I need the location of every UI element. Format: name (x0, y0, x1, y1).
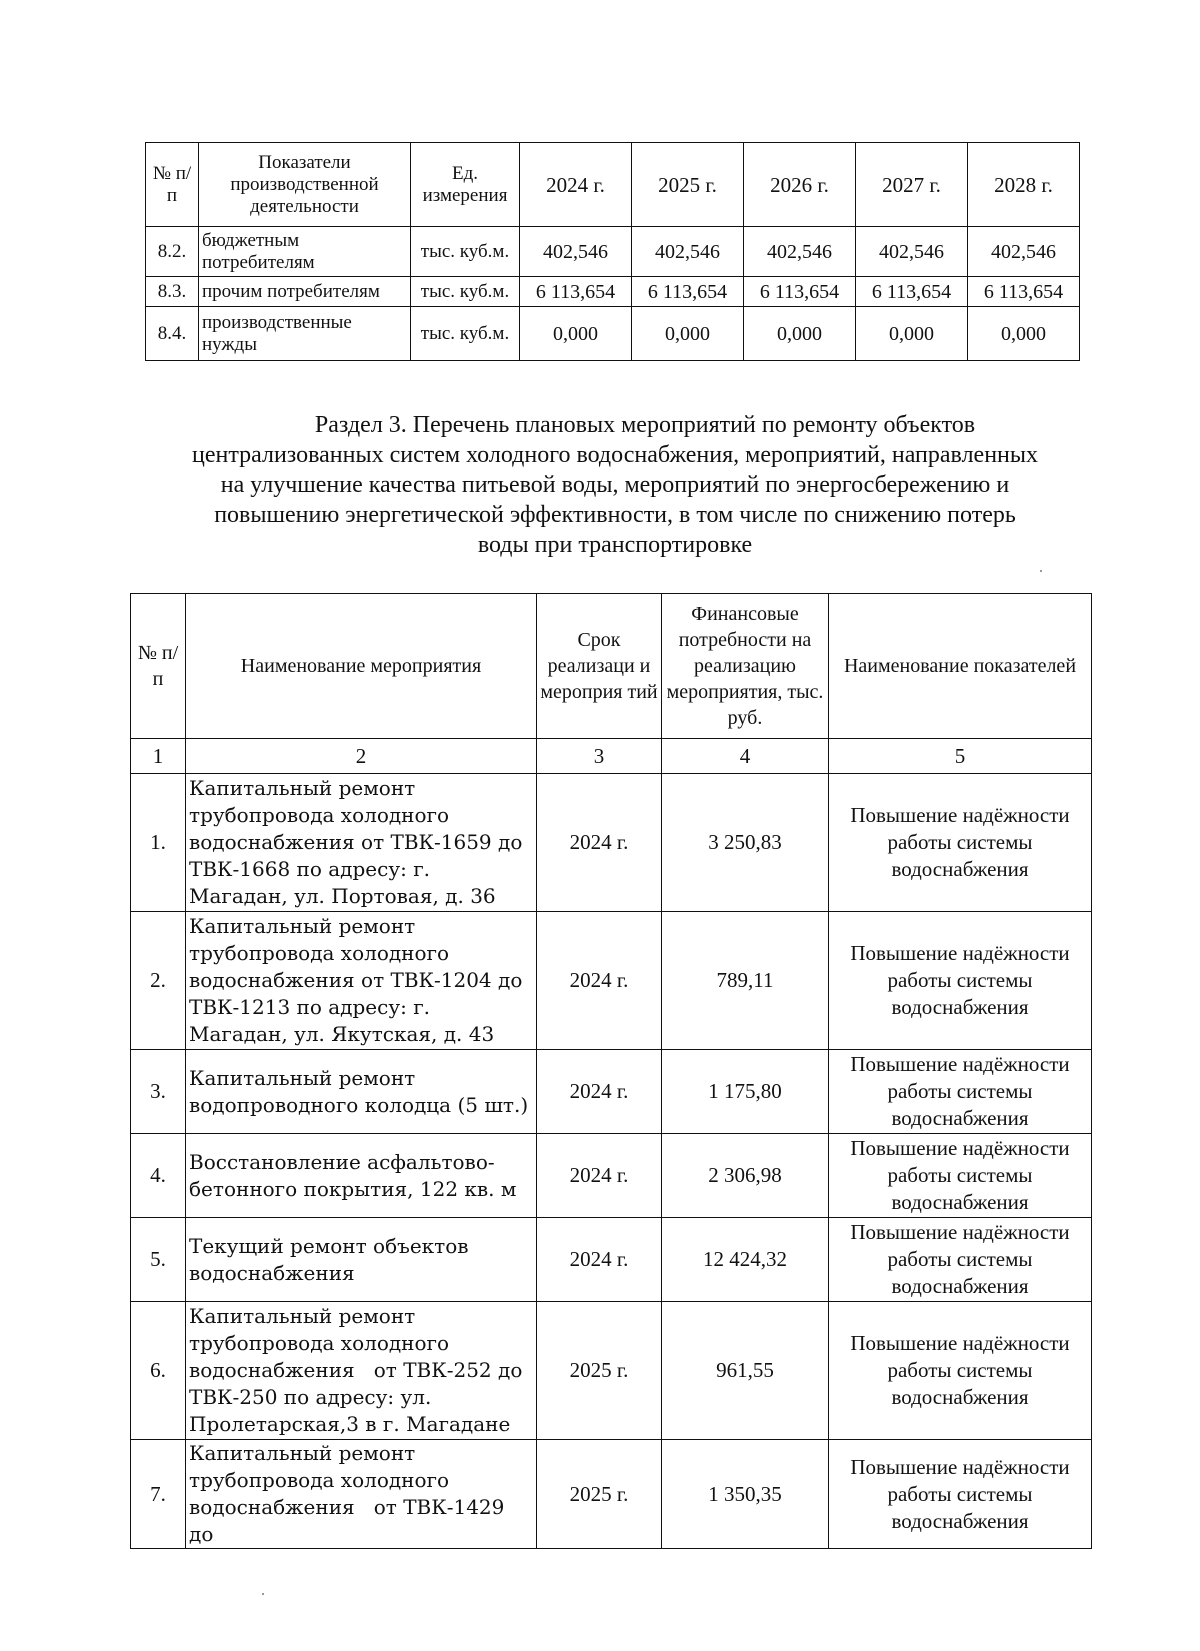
row-number: 7. (131, 1440, 186, 1549)
row-number: 1. (131, 774, 186, 912)
table-row (131, 1440, 1092, 1549)
table-header-row (131, 594, 1092, 739)
value-cell: 402,546 (856, 227, 968, 277)
value-cell: 0,000 (632, 307, 744, 361)
planned-measures-table (130, 593, 1092, 1549)
value-cell: 402,546 (520, 227, 632, 277)
row-number: 8.4. (146, 307, 199, 361)
indicator: Повышение надёжности работы системы водоснабжения (829, 912, 1092, 1050)
column-index: 3 (537, 739, 662, 774)
section-title-line: на улучшение качества питьевой воды, мероприятий по энергосбережению и (220, 472, 1010, 498)
row-number: 3. (131, 1050, 186, 1134)
row-number: 5. (131, 1218, 186, 1302)
header-cell: № п/п (131, 594, 186, 739)
row-number: 8.3. (146, 277, 199, 307)
value-cell: 6 113,654 (632, 277, 744, 307)
header-cell: 2028 г. (968, 143, 1080, 227)
measure-name: Текущий ремонт объектов водоснабжения (186, 1218, 537, 1302)
measure-name: Капитальный ремонт трубопровода холодного водоснабжения от ТВК-252 до ТВК-250 по адресу: ул. Пролетарская,3 в г. Магадане (186, 1302, 537, 1440)
header-cell: 2024 г. (520, 143, 632, 227)
value-cell: 6 113,654 (520, 277, 632, 307)
cost: 961,55 (662, 1302, 829, 1440)
table-row (131, 774, 1092, 912)
value-cell: 0,000 (968, 307, 1080, 361)
table-row (131, 912, 1092, 1050)
row-number: 2. (131, 912, 186, 1050)
unit: тыс. куб.м. (411, 307, 520, 361)
cost: 3 250,83 (662, 774, 829, 912)
table-row (131, 1050, 1092, 1134)
indicator: Повышение надёжности работы системы водоснабжения (829, 1440, 1092, 1549)
column-index-row (131, 739, 1092, 774)
value-cell: 6 113,654 (744, 277, 856, 307)
value-cell: 0,000 (520, 307, 632, 361)
indicator-name: прочим потребителям (199, 277, 411, 307)
term: 2025 г. (537, 1302, 662, 1440)
column-index: 4 (662, 739, 829, 774)
measure-name: Капитальный ремонт трубопровода холодного водоснабжения от ТВК-1204 до ТВК-1213 по адресу: г. Магадан, ул. Якутская, д. 43 (186, 912, 537, 1050)
unit: тыс. куб.м. (411, 277, 520, 307)
header-cell: Финансовые потребности на реализацию мероприятия, тыс. руб. (662, 594, 829, 739)
measure-name: Капитальный ремонт трубопровода холодного водоснабжения от ТВК-1659 до ТВК-1668 по адресу: г. Магадан, ул. Портовая, д. 36 (186, 774, 537, 912)
header-cell: Показатели производственной деятельности (199, 143, 411, 227)
table-row (131, 1134, 1092, 1218)
cost: 1 175,80 (662, 1050, 829, 1134)
header-cell: Наименование показателей (829, 594, 1092, 739)
term: 2025 г. (537, 1440, 662, 1549)
measure-name: Восстановление асфальтово-бетонного покрытия, 122 кв. м (186, 1134, 537, 1218)
table-row (146, 227, 1080, 277)
table-row (131, 1302, 1092, 1440)
header-cell: 2027 г. (856, 143, 968, 227)
term: 2024 г. (537, 1218, 662, 1302)
production-indicators-table (145, 142, 1080, 361)
value-cell: 0,000 (856, 307, 968, 361)
scan-speck (1040, 570, 1042, 572)
column-index: 2 (186, 739, 537, 774)
column-index: 5 (829, 739, 1092, 774)
section-title-line: воды при транспортировке (477, 532, 753, 558)
header-cell: 2026 г. (744, 143, 856, 227)
header-cell: Срок реализаци и мероприя тий (537, 594, 662, 739)
value-cell: 402,546 (968, 227, 1080, 277)
term: 2024 г. (537, 1134, 662, 1218)
table-row (131, 1218, 1092, 1302)
section-title-line: централизованных систем холодного водоснабжения, мероприятий, направленных (191, 442, 1039, 468)
term: 2024 г. (537, 1050, 662, 1134)
value-cell: 402,546 (744, 227, 856, 277)
row-number: 8.2. (146, 227, 199, 277)
indicator-name: бюджетным потребителям (199, 227, 411, 277)
indicator-name: производственные нужды (199, 307, 411, 361)
row-number: 6. (131, 1302, 186, 1440)
header-cell: № п/п (146, 143, 199, 227)
cost: 12 424,32 (662, 1218, 829, 1302)
section-title (140, 410, 1090, 560)
indicator: Повышение надёжности работы системы водоснабжения (829, 774, 1092, 912)
value-cell: 6 113,654 (968, 277, 1080, 307)
header-cell: Наименование мероприятия (186, 594, 537, 739)
indicator: Повышение надёжности работы системы водоснабжения (829, 1302, 1092, 1440)
header-cell: 2025 г. (632, 143, 744, 227)
indicator: Повышение надёжности работы системы водоснабжения (829, 1218, 1092, 1302)
measure-name: Капитальный ремонт трубопровода холодного водоснабжения от ТВК-1429 до (186, 1440, 537, 1549)
term: 2024 г. (537, 774, 662, 912)
section-title-line: повышению энергетической эффективности, в том числе по снижению потерь (214, 502, 1016, 528)
table-row (146, 307, 1080, 361)
header-cell: Ед. измерения (411, 143, 520, 227)
value-cell: 6 113,654 (856, 277, 968, 307)
unit: тыс. куб.м. (411, 227, 520, 277)
table-row (146, 277, 1080, 307)
measure-name: Капитальный ремонт водопроводного колодца (5 шт.) (186, 1050, 537, 1134)
section-title-line: Раздел 3. Перечень плановых мероприятий по ремонту объектов (314, 412, 976, 438)
row-number: 4. (131, 1134, 186, 1218)
cost: 1 350,35 (662, 1440, 829, 1549)
value-cell: 0,000 (744, 307, 856, 361)
value-cell: 402,546 (632, 227, 744, 277)
cost: 789,11 (662, 912, 829, 1050)
indicator: Повышение надёжности работы системы водоснабжения (829, 1050, 1092, 1134)
cost: 2 306,98 (662, 1134, 829, 1218)
term: 2024 г. (537, 912, 662, 1050)
column-index: 1 (131, 739, 186, 774)
table-header-row (146, 143, 1080, 227)
scan-speck (262, 1593, 264, 1595)
indicator: Повышение надёжности работы системы водоснабжения (829, 1134, 1092, 1218)
